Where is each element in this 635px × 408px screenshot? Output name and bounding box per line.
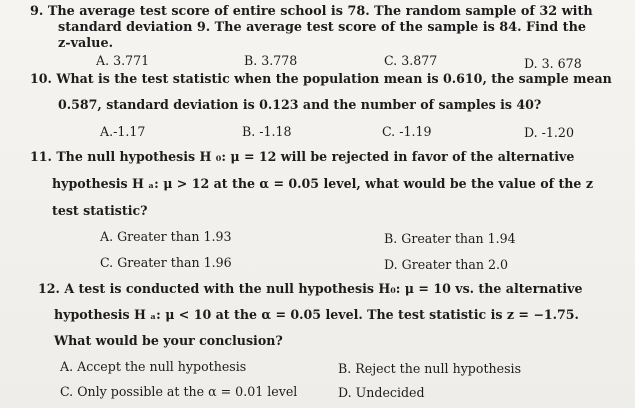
question-11-option-b: B. Greater than 1.94 — [384, 231, 516, 246]
question-11-text-1: The null hypothesis H ₀: μ = 12 will be rejected in favor of the alternative — [56, 149, 575, 164]
question-10-option-d: D. -1.20 — [524, 125, 574, 140]
question-12-text-1: A test is conducted with the null hypothesis H₀: μ = 10 vs. the alternative — [64, 281, 583, 296]
question-12-text-2: hypothesis H ₐ: μ < 10 at the α = 0.05 level. The test statistic is z = −1.75. — [54, 307, 579, 322]
question-10-option-c: C. -1.19 — [382, 124, 432, 139]
question-10-option-b: B. -1.18 — [242, 124, 292, 139]
question-11-text-3: test statistic? — [52, 203, 148, 218]
question-9-text-1: The average test score of entire school is 78. The random sample of 32 with — [47, 4, 593, 19]
question-9-text-3: z-value. — [58, 36, 114, 51]
question-12-option-c: C. Only possible at the α = 0.01 level — [60, 384, 298, 399]
question-9-line-1 — [30, 4, 593, 20]
question-10-line-1 — [30, 71, 612, 87]
question-9-option-b: B. 3.778 — [244, 53, 298, 68]
question-11-option-d: D. Greater than 2.0 — [384, 257, 509, 272]
question-11-option-a: A. Greater than 1.93 — [100, 229, 232, 244]
question-9-text-2: standard deviation 9. The average test score of the sample is 84. Find the — [58, 20, 587, 35]
question-12-line-1 — [38, 281, 582, 297]
question-9-option-c: C. 3.877 — [384, 53, 438, 68]
question-11-text-2: hypothesis H ₐ: μ > 12 at the α = 0.05 level, what would be the value of the z — [52, 176, 593, 191]
question-10-number: 10. — [30, 71, 52, 86]
question-9-number: 9. — [30, 4, 44, 19]
question-11-option-c: C. Greater than 1.96 — [100, 255, 232, 270]
question-11-number: 11. — [30, 149, 52, 164]
question-10-text-1: What is the test statistic when the population mean is 0.610, the sample mean — [56, 71, 612, 86]
question-10-option-a: A.-1.17 — [100, 124, 146, 139]
question-10-text-2: 0.587, standard deviation is 0.123 and the number of samples is 40? — [58, 97, 542, 112]
question-9-option-d: D. 3. 678 — [524, 56, 582, 71]
question-12-option-b: B. Reject the null hypothesis — [338, 361, 522, 376]
question-11-line-1 — [30, 149, 574, 165]
question-12-text-3: What would be your conclusion? — [54, 333, 283, 348]
question-12-option-a: A. Accept the null hypothesis — [60, 359, 247, 374]
question-12-number: 12. — [38, 281, 60, 296]
question-9-option-a: A. 3.771 — [96, 53, 150, 68]
question-12-option-d: D. Undecided — [338, 385, 425, 400]
